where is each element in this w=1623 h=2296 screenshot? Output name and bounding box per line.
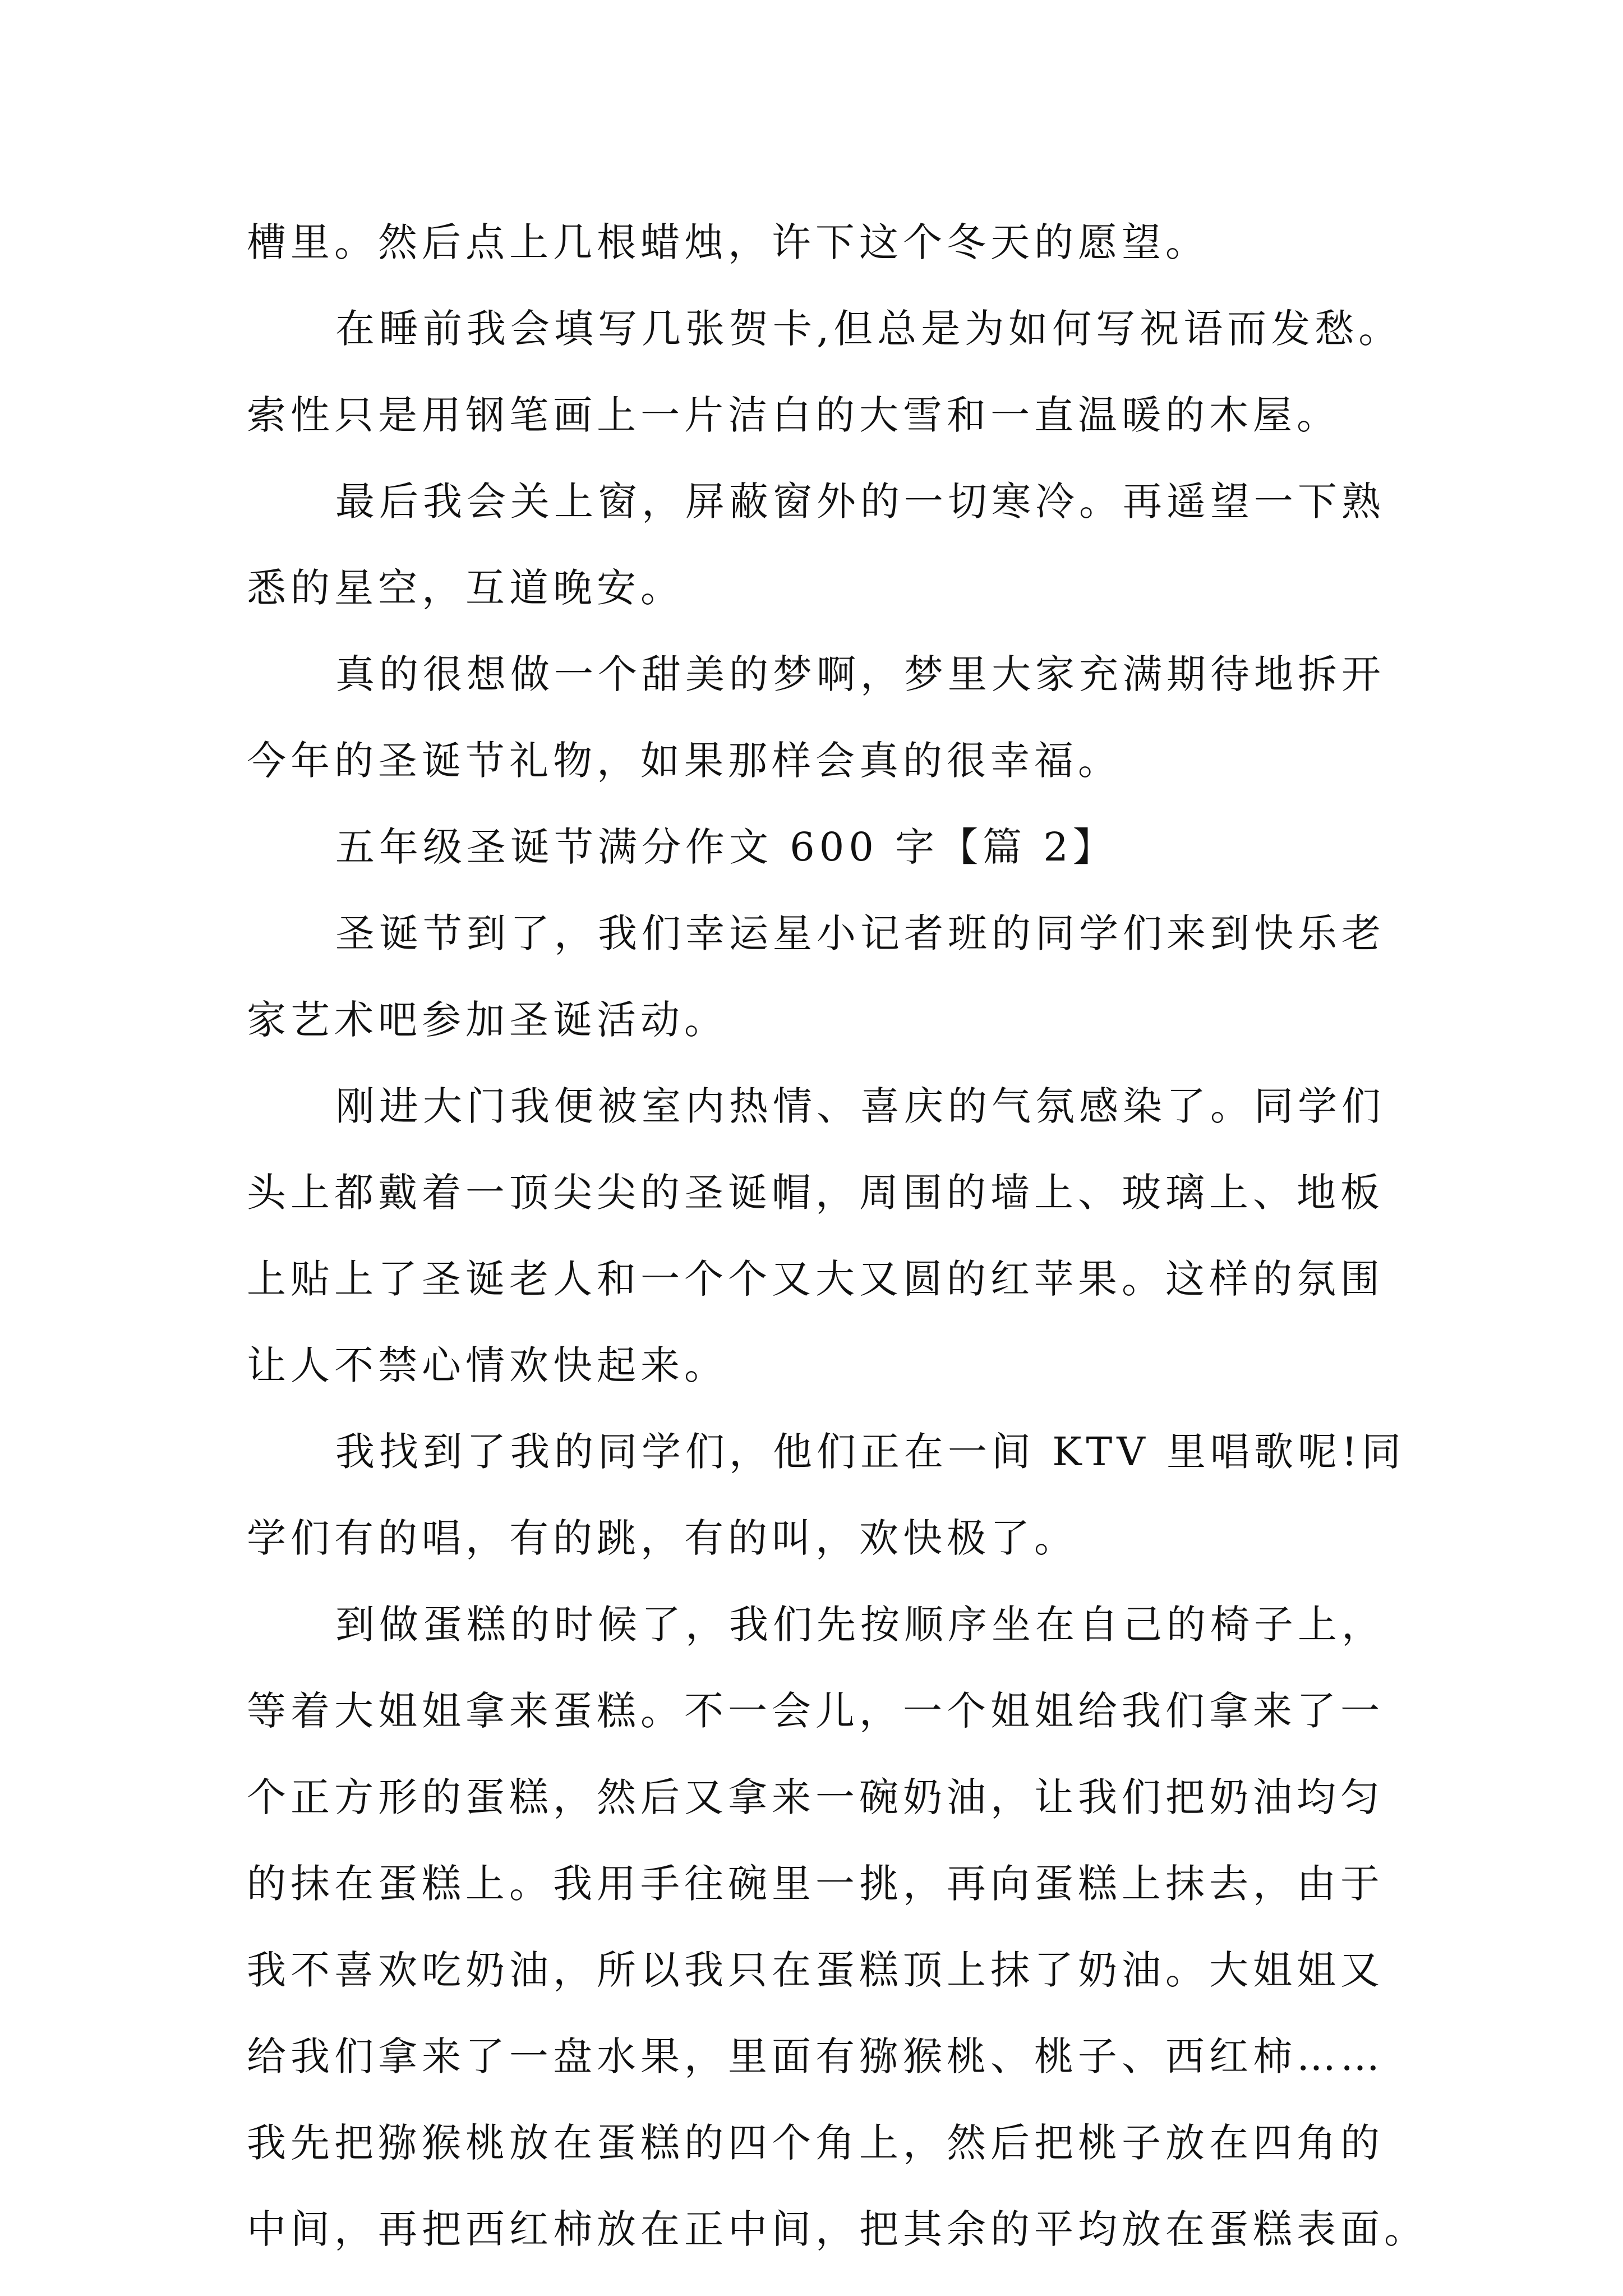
essay-body — [247, 199, 1430, 2272]
text-line: 给我们拿来了一盘水果，里面有猕猴桃、桃子、西红柿…… — [247, 2033, 1384, 2079]
text-line: 我找到了我的同学们，他们正在一间 KTV 里唱歌呢!同 — [335, 1429, 1406, 1475]
text-line: 索性只是用钢笔画上一片洁白的大雪和一直温暖的木屋。 — [247, 392, 1340, 438]
text-line: 到做蛋糕的时候了，我们先按顺序坐在自己的椅子上， — [335, 1602, 1385, 1648]
text-line: 让人不禁心情欢快起来。 — [247, 1342, 728, 1388]
text-line: 头上都戴着一顶尖尖的圣诞帽，周围的墙上、玻璃上、地板 — [247, 1170, 1384, 1216]
text-line: 今年的圣诞节礼物，如果那样会真的很幸福。 — [247, 738, 1122, 784]
text-line: 槽里。然后点上几根蜡烛，许下这个冬天的愿望。 — [247, 219, 1209, 265]
text-line: 真的很想做一个甜美的梦啊，梦里大家充满期待地拆开 — [335, 651, 1385, 697]
text-line: 等着大姐姐拿来蛋糕。不一会儿，一个姐姐给我们拿来了一 — [247, 1688, 1384, 1734]
text-line: 我不喜欢吃奶油，所以我只在蛋糕顶上抹了奶油。大姐姐又 — [247, 1947, 1384, 1993]
text-line: 五年级圣诞节满分作文 600 字【篇 2】 — [335, 824, 1117, 870]
text-line: 家艺术吧参加圣诞活动。 — [247, 997, 728, 1043]
text-line: 在睡前我会填写几张贺卡,但总是为如何写祝语而发愁。 — [335, 306, 1403, 352]
text-line: 上贴上了圣诞老人和一个个又大又圆的红苹果。这样的氛围 — [247, 1256, 1384, 1302]
text-line: 的抹在蛋糕上。我用手往碗里一挑，再向蛋糕上抹去，由于 — [247, 1861, 1384, 1907]
text-line: 悉的星空，互道晚安。 — [247, 565, 684, 611]
text-line: 刚进大门我便被室内热情、喜庆的气氛感染了。同学们 — [335, 1083, 1385, 1129]
text-line: 圣诞节到了，我们幸运星小记者班的同学们来到快乐老 — [335, 910, 1385, 956]
text-line: 我先把猕猴桃放在蛋糕的四个角上，然后把桃子放在四角的 — [247, 2120, 1384, 2166]
text-line: 个正方形的蛋糕，然后又拿来一碗奶油，让我们把奶油均匀 — [247, 1774, 1384, 1820]
text-line: 学们有的唱，有的跳，有的叫，欢快极了。 — [247, 1515, 1078, 1561]
text-line: 中间，再把西红柿放在正中间，把其余的平均放在蛋糕表面。 — [247, 2206, 1428, 2252]
text-line: 最后我会关上窗，屏蔽窗外的一切寒冷。再遥望一下熟 — [335, 478, 1385, 524]
